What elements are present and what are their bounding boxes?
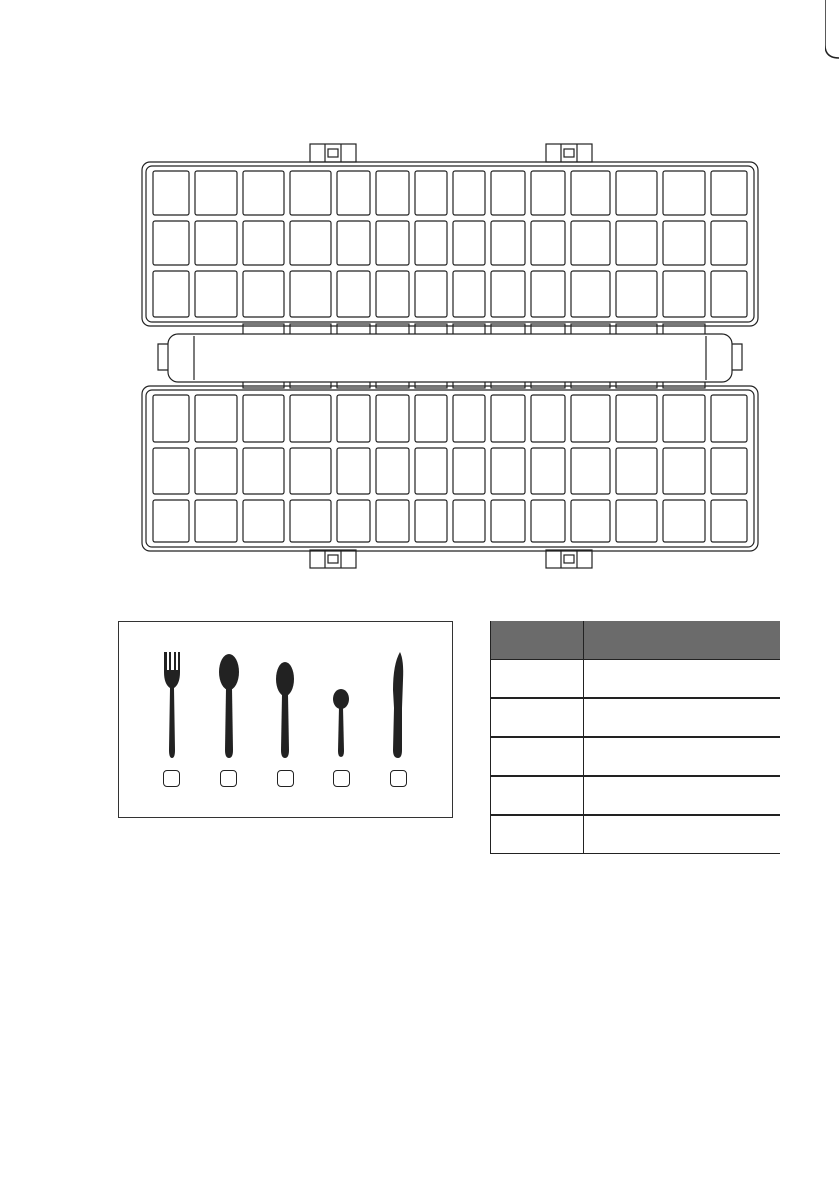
basket-cell [290, 171, 331, 215]
basket-cell [571, 271, 610, 317]
basket-cell [491, 448, 525, 494]
basket-clip-slot [328, 149, 338, 157]
basket-cell [376, 448, 409, 494]
basket-cell [376, 500, 409, 542]
table-cell[interactable] [584, 776, 781, 815]
basket-cell [491, 500, 525, 542]
basket-cell [415, 395, 447, 442]
page-corner-mark [825, 0, 839, 60]
cutlery-table [490, 621, 780, 854]
basket-cell [453, 171, 485, 215]
basket-clip-slot [328, 555, 338, 563]
basket-cell [376, 271, 409, 317]
basket-cell [243, 271, 284, 317]
basket-cell [376, 171, 409, 215]
basket-cell [415, 500, 447, 542]
table-cell[interactable] [584, 660, 781, 699]
basket-clip [310, 144, 356, 162]
basket-cell [711, 395, 747, 442]
basket-cell [153, 500, 189, 542]
table-cell[interactable] [491, 776, 584, 815]
basket-clip [546, 144, 592, 162]
table-cell[interactable] [491, 660, 584, 699]
basket-cell [243, 448, 284, 494]
basket-cell [290, 221, 331, 265]
basket-clip [310, 550, 356, 568]
basket-cell [531, 395, 565, 442]
basket-cell [243, 221, 284, 265]
basket-cell [195, 448, 237, 494]
basket-cell [290, 448, 331, 494]
basket-cell [616, 171, 657, 215]
table-header-row [491, 621, 781, 660]
basket-cell [337, 448, 370, 494]
basket-cell [337, 221, 370, 265]
basket-cell [195, 500, 237, 542]
handle-clip-left [158, 344, 168, 370]
basket-cell [663, 448, 705, 494]
basket-cell [453, 395, 485, 442]
table-row [491, 737, 781, 776]
basket-cell [290, 271, 331, 317]
basket-cell [616, 395, 657, 442]
basket-cell [337, 395, 370, 442]
basket-cell [243, 171, 284, 215]
basket-cell [663, 395, 705, 442]
basket-cell [616, 448, 657, 494]
basket-clip-slot [564, 555, 574, 563]
cutlery-legend [118, 621, 453, 818]
table-row [491, 698, 781, 737]
fork-icon [159, 650, 185, 760]
basket-cell [531, 221, 565, 265]
basket-cell [711, 448, 747, 494]
table-row [491, 660, 781, 699]
basket-cell [491, 271, 525, 317]
teaspoon-checkbox[interactable] [333, 770, 350, 787]
basket-cell [453, 221, 485, 265]
table-cell[interactable] [491, 698, 584, 737]
basket-cell [711, 271, 747, 317]
table-cell[interactable] [584, 698, 781, 737]
basket-cell [243, 500, 284, 542]
basket-cell [195, 395, 237, 442]
basket-cell [616, 500, 657, 542]
tablespoon-checkbox[interactable] [220, 770, 237, 787]
basket-cell [571, 448, 610, 494]
basket-cell [376, 395, 409, 442]
basket-cell [571, 395, 610, 442]
basket-cell [531, 171, 565, 215]
handle-clip-right [732, 344, 742, 370]
basket-cell [663, 221, 705, 265]
basket-cell [453, 448, 485, 494]
basket-cell [711, 500, 747, 542]
table-row [491, 776, 781, 815]
basket-cell [337, 171, 370, 215]
table-cell[interactable] [584, 737, 781, 776]
basket-cell [491, 171, 525, 215]
basket-clip [546, 550, 592, 568]
dessert-spoon-icon [274, 662, 296, 760]
basket-handle [168, 334, 732, 382]
basket-cell [337, 500, 370, 542]
basket-cell [153, 395, 189, 442]
basket-cell [195, 221, 237, 265]
basket-cell [491, 221, 525, 265]
table-header-cell [491, 621, 584, 660]
basket-cell [453, 500, 485, 542]
basket-cell [453, 271, 485, 317]
basket-cell [571, 221, 610, 265]
basket-cell [663, 271, 705, 317]
basket-cell [337, 271, 370, 317]
basket-cell [571, 500, 610, 542]
basket-cell [153, 171, 189, 215]
basket-cell [415, 221, 447, 265]
basket-cell [571, 171, 610, 215]
basket-cell [531, 500, 565, 542]
tablespoon-icon [217, 654, 241, 760]
basket-cell [153, 448, 189, 494]
cutlery-basket-diagram [130, 130, 770, 570]
basket-frame [142, 386, 758, 551]
basket-cell [663, 171, 705, 215]
basket-cell [195, 271, 237, 317]
basket-cell [663, 500, 705, 542]
basket-cell [491, 395, 525, 442]
basket-cell [290, 395, 331, 442]
basket-cell [415, 448, 447, 494]
table-cell[interactable] [584, 815, 781, 854]
basket-cell [153, 221, 189, 265]
fork-checkbox[interactable] [163, 770, 180, 787]
knife-icon [389, 650, 409, 760]
basket-cell [415, 271, 447, 317]
basket-cell [153, 271, 189, 317]
basket-cell [711, 221, 747, 265]
basket-cell [531, 271, 565, 317]
basket-clip-slot [564, 149, 574, 157]
table-row [491, 815, 781, 854]
table-header-cell [584, 621, 781, 660]
basket-cell [616, 271, 657, 317]
basket-cell [531, 448, 565, 494]
basket-frame [142, 162, 758, 326]
basket-cell [195, 171, 237, 215]
dessert-spoon-checkbox[interactable] [277, 770, 294, 787]
basket-cell [415, 171, 447, 215]
basket-cell [243, 395, 284, 442]
table-cell[interactable] [491, 815, 584, 854]
knife-checkbox[interactable] [390, 770, 407, 787]
teaspoon-icon [332, 689, 350, 759]
basket-cell [616, 221, 657, 265]
basket-cell [711, 171, 747, 215]
basket-cell [376, 221, 409, 265]
table-cell[interactable] [491, 737, 584, 776]
basket-cell [290, 500, 331, 542]
